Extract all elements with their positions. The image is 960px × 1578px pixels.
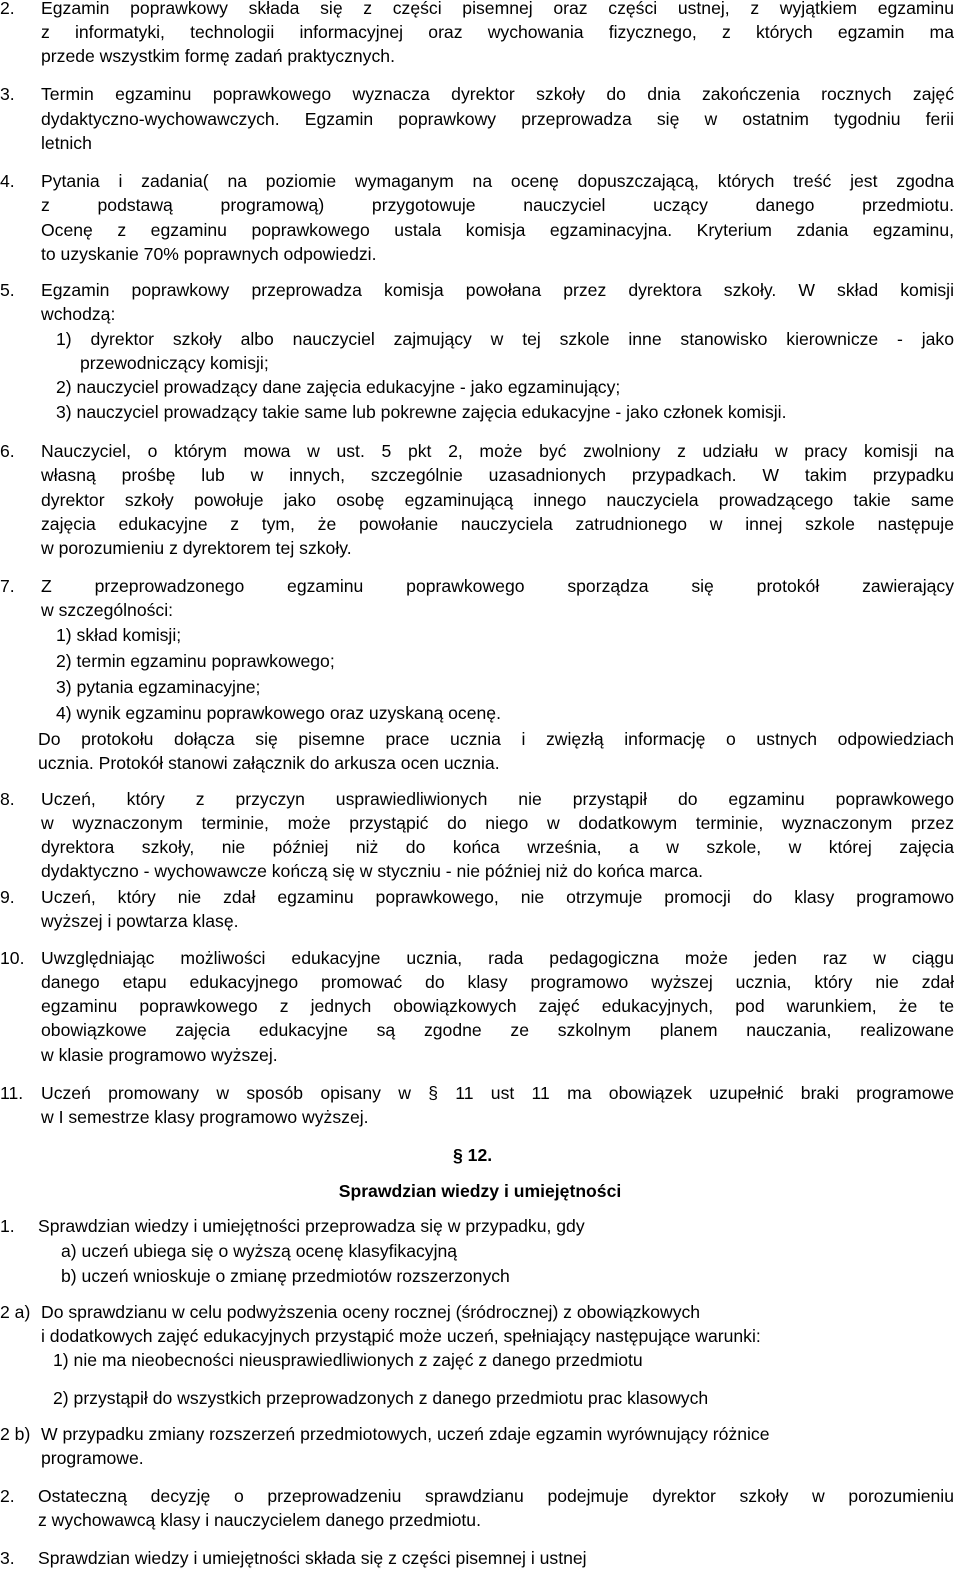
item-number: 2 b) [0,1424,31,1444]
item-line: letnich [41,133,92,153]
item-line: w porozumieniu z dyrektorem tej szkoły. [41,538,352,558]
item-line: wchodzą: [41,304,116,324]
item-line: Pytania i zadania( na poziomie wymaganym na ocenę dopuszczającą, których treść jest zgodna [41,171,954,191]
item-line: z podstawą programową) przygotowuje nauczyciel uczący danego przedmiotu. [41,195,954,215]
item-line: własną prośbę lub w innych, szczególnie uzasadnionych przypadkach. W takim przypadku [41,465,954,485]
item-line: Uwzględniając możliwości edukacyjne ucznia, rada pedagogiczna może jeden raz w ciągu [41,948,954,968]
sub-item-line: 1) dyrektor szkoły albo nauczyciel zajmujący w tej szkole inne stanowisko kierownicze - jako [56,329,954,349]
item-number: 4. [0,171,15,191]
sub-item-line: 4) wynik egzaminu poprawkowego oraz uzyskaną ocenę. [56,703,501,723]
item-number: 10. [0,948,25,968]
item-line: W przypadku zmiany rozszerzeń przedmiotowych, uczeń zdaje egzamin wyrównujący różnice [41,1424,770,1444]
item-number: 2. [0,1486,15,1506]
item-line: wyższej i powtarza klasę. [41,911,239,931]
item-line: egzaminu poprawkowego z jednych obowiązkowych zajęć edukacyjnych, pod warunkiem, że te [41,996,954,1016]
item-line: Sprawdzian wiedzy i umiejętności przeprowadza się w przypadku, gdy [38,1216,585,1236]
sub-item-line: 1) nie ma nieobecności nieusprawiedliwionych z zajęć z danego przedmiotu [53,1350,643,1370]
item-line: Do sprawdzianu w celu podwyższenia oceny rocznej (śródrocznej) z obowiązkowych [41,1302,701,1322]
item-line: w szczególności: [41,600,174,620]
item-line: Uczeń, który z przyczyn usprawiedliwionych nie przystąpił do egzaminu poprawkowego [41,789,954,809]
item-line: z wychowawcą klasy i nauczycielem danego przedmiotu. [38,1510,481,1530]
sub-item-line: 2) przystąpił do wszystkich przeprowadzonych z danego przedmiotu prac klasowych [53,1388,709,1408]
item-line: w I semestrze klasy programowo wyższej. [41,1107,369,1127]
item-line: w wyznaczonym terminie, może przystąpić do niego w dodatkowym terminie, wyznaczonym przez [41,813,954,833]
item-number: 9. [0,887,15,907]
sub-item-line: 3) nauczyciel prowadzący takie same lub pokrewne zajęcia edukacyjne - jako członek komisji. [56,402,787,422]
item-number: 7. [0,576,15,596]
item-line: Egzamin poprawkowy składa się z części pisemnej oraz części ustnej, z wyjątkiem egzaminu [41,0,954,18]
item-line: Z przeprowadzonego egzaminu poprawkowego sporządza się protokół zawierający [41,576,954,596]
item-number: 11. [0,1083,24,1103]
item-line: zajęcia edukacyjne z tym, że powołanie nauczyciela zatrudnionego w innej szkole następuje [41,514,954,534]
sub-item-line: 1) skład komisji; [56,625,182,645]
item-line: Sprawdzian wiedzy i umiejętności składa się z części pisemnej i ustnej [38,1548,587,1568]
item-line: programowe. [41,1448,144,1468]
item-number: 1. [0,1216,15,1236]
item-line: dydaktyczno-wychowawczych. Egzamin poprawkowy przeprowadza się w ostatnim tygodniu ferii [41,109,954,129]
item-line: Do protokołu dołącza się pisemne prace ucznia i zwięzłą informację o ustnych odpowiedziach [38,729,954,749]
item-number: 6. [0,441,15,461]
item-line: Egzamin poprawkowy przeprowadza komisja powołana przez dyrektora szkoły. W skład komisji [41,280,954,300]
item-number: 2. [0,0,15,18]
item-line: Nauczyciel, o którym mowa w ust. 5 pkt 2, może być zwolniony z udziału w pracy komisji na [41,441,954,461]
item-line: Termin egzaminu poprawkowego wyznacza dyrektor szkoły do dnia zakończenia rocznych zajęć [41,84,954,104]
sub-item-line: 2) nauczyciel prowadzący dane zajęcia edukacyjne - jako egzaminujący; [56,377,621,397]
sub-item-line: 3) pytania egzaminacyjne; [56,677,261,697]
item-line: w klasie programowo wyższej. [41,1045,278,1065]
item-line: to uzyskanie 70% poprawnych odpowiedzi. [41,244,377,264]
sub-item-line: przewodniczący komisji; [80,353,269,373]
item-line: obowiązkowe zajęcia edukacyjne są zgodne ze szkolnym planem nauczania, realizowane [41,1020,954,1040]
item-line: Ostateczną decyzję o przeprowadzeniu sprawdzianu podejmuje dyrektor szkoły w porozumieniu [38,1486,954,1506]
item-line: Ocenę z egzaminu poprawkowego ustala komisja egzaminacyjna. Kryterium zdania egzaminu, [41,220,954,240]
sub-item-line: b) uczeń wnioskuje o zmianę przedmiotów rozszerzonych [61,1266,510,1286]
item-line: Uczeń, który nie zdał egzaminu poprawkowego, nie otrzymuje promocji do klasy programowo [41,887,954,907]
item-number: 2 a) [0,1302,31,1322]
item-line: i dodatkowych zajęć edukacyjnych przystąpić może uczeń, spełniający następujące warunki: [41,1326,761,1346]
item-line: przede wszystkim formę zadań praktycznych. [41,46,395,66]
item-line: dyrektora szkoły, nie później niż do końca września, a w szkole, w której zajęcia [41,837,954,857]
section-number: § 12. [453,1145,493,1165]
item-line: dydaktyczno - wychowawcze kończą się w styczniu - nie później niż do końca marca. [41,861,704,881]
item-line: Uczeń promowany w sposób opisany w § 11 ust 11 ma obowiązek uzupełnić braki programowe [41,1083,954,1103]
item-number: 3. [0,84,15,104]
item-number: 8. [0,789,15,809]
section-title: Sprawdzian wiedzy i umiejętności [338,1181,622,1201]
item-line: danego etapu edukacyjnego promować do klasy programowo wyższej ucznia, który nie zdał [41,972,954,992]
sub-item-line: 2) termin egzaminu poprawkowego; [56,651,335,671]
item-line: ucznia. Protokół stanowi załącznik do arkusza ocen ucznia. [38,753,500,773]
item-line: dyrektor szkoły powołuje jako osobę egzaminującą innego nauczyciela prowadzącego takie same [41,490,954,510]
item-number: 5. [0,280,15,300]
item-number: 3. [0,1548,15,1568]
sub-item-line: a) uczeń ubiega się o wyższą ocenę klasyfikacyjną [61,1241,458,1261]
item-line: z informatyki, technologii informacyjnej oraz wychowania fizycznego, z których egzamin ma [41,22,954,42]
